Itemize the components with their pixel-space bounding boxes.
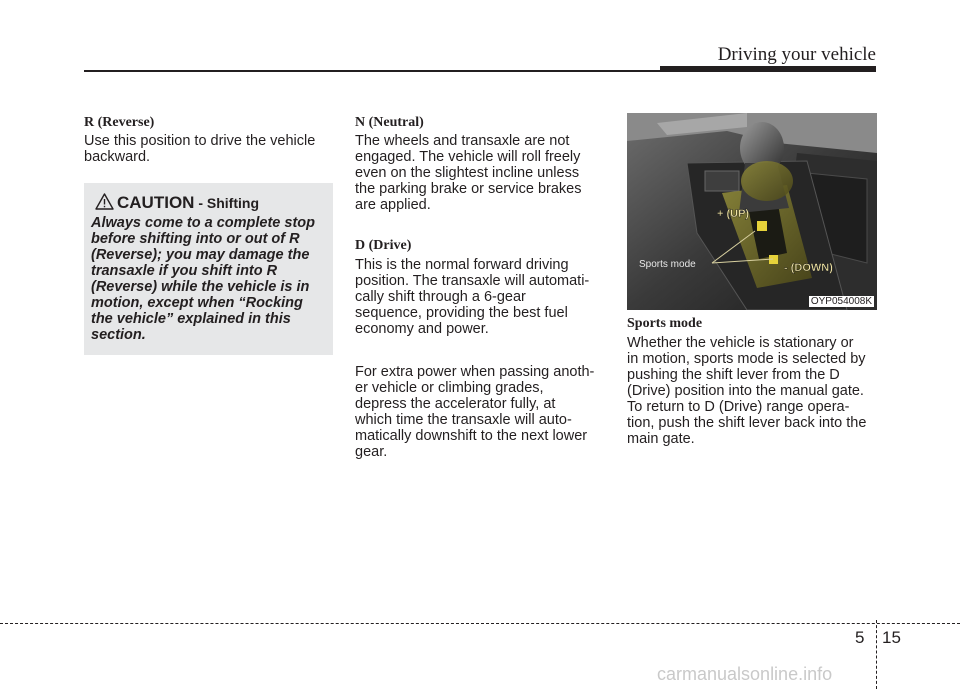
text-line: (Drive) position into the manual gate.: [627, 383, 864, 399]
page-number: 15: [882, 628, 901, 647]
text-line: gear.: [355, 444, 388, 460]
text-line: which time the transaxle will auto-: [355, 412, 572, 428]
text-line: backward.: [84, 149, 151, 165]
text-line: position. The transaxle will automati-: [355, 273, 590, 289]
caution-box: [84, 183, 333, 355]
reverse-text: [84, 133, 333, 165]
photo-label-down: - (DOWN): [784, 262, 833, 274]
text-line: the vehicle” explained in this: [91, 311, 291, 327]
photo-code: OYP054008K: [810, 296, 872, 307]
sports-heading: Sports mode: [627, 316, 703, 331]
text-line: section.: [91, 327, 146, 343]
photo-label-sports: Sports mode: [639, 259, 696, 270]
footer-rule: [0, 623, 960, 624]
text-line: transaxle if you shift into R: [91, 263, 278, 279]
text-line: tion, push the shift lever back into the: [627, 415, 867, 431]
gear-shift-photo: [627, 113, 877, 310]
text-line: motion, except when “Rocking: [91, 295, 303, 311]
text-line: (Reverse) while the vehicle is in: [91, 279, 310, 295]
text-line: This is the normal forward driving: [355, 257, 569, 273]
drive-extra-text: [355, 364, 604, 460]
text-line: are applied.: [355, 197, 431, 213]
caution-label: CAUTION: [117, 193, 195, 212]
text-line: Whether the vehicle is stationary or: [627, 335, 854, 351]
text-line: pushing the shift lever from the D: [627, 367, 840, 383]
text-line: The wheels and transaxle are not: [355, 133, 570, 149]
text-line: matically downshift to the next lower: [355, 428, 588, 444]
text-line: To return to D (Drive) range opera-: [627, 399, 850, 415]
text-line: depress the accelerator fully, at: [355, 396, 556, 412]
header-rule-accent: [660, 66, 876, 72]
footer-divider: [876, 620, 877, 689]
text-line: er vehicle or climbing grades,: [355, 380, 544, 396]
header-title: Driving your vehicle: [717, 44, 876, 65]
text-line: in motion, sports mode is selected by: [627, 351, 866, 367]
drive-text: [355, 257, 604, 337]
text-line: the parking brake or service brakes: [355, 181, 582, 197]
text-line: before shifting into or out of R: [91, 231, 300, 247]
watermark: carmanualsonline.info: [657, 664, 833, 684]
sports-text: [627, 335, 877, 447]
text-line: engaged. The vehicle will roll freely: [355, 149, 581, 165]
caution-title: [117, 193, 259, 213]
text-line: Use this position to drive the vehicle: [84, 133, 316, 149]
text-line: economy and power.: [355, 321, 489, 337]
warning-icon: [95, 193, 114, 210]
text-line: Always come to a complete stop: [91, 215, 316, 231]
text-line: sequence, providing the best fuel: [355, 305, 568, 321]
caution-text: [91, 215, 325, 343]
neutral-text: [355, 133, 604, 213]
reverse-heading: R (Reverse): [84, 115, 155, 130]
page-chapter: 5: [855, 628, 865, 647]
drive-heading: D (Drive): [355, 238, 412, 253]
photo-label-up: + (UP): [717, 208, 750, 220]
caution-subtitle: - Shifting: [194, 195, 259, 211]
text-line: main gate.: [627, 431, 695, 447]
text-line: For extra power when passing anoth-: [355, 364, 595, 380]
neutral-heading: N (Neutral): [355, 115, 424, 130]
gear-shift-illustration: [627, 113, 877, 310]
text-line: cally shift through a 6-gear: [355, 289, 526, 305]
text-line: even on the slightest incline unless: [355, 165, 580, 181]
text-line: (Reverse); you may damage the: [91, 247, 310, 263]
